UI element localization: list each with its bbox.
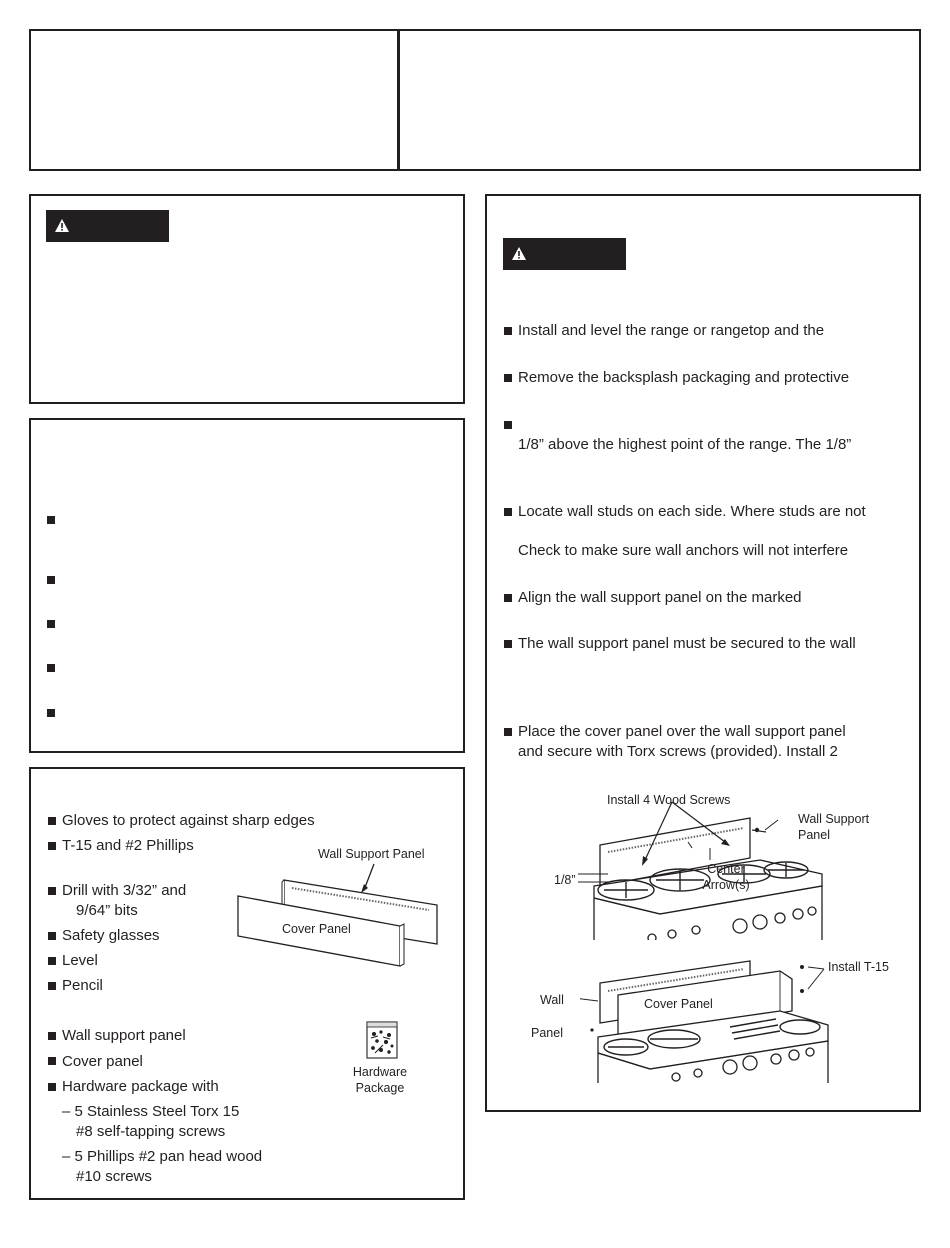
install-step-align-panel: Align the wall support panel on the marked: [518, 589, 802, 606]
bullet: [48, 1032, 56, 1040]
label-arrows: Arrow(s): [702, 878, 750, 892]
tool-item-level: Level: [62, 952, 98, 969]
tool-item-safety-glasses: Safety glasses: [62, 927, 160, 944]
install-step-remove-packaging: Remove the backsplash packaging and protective: [518, 369, 850, 386]
bullet: [48, 957, 56, 965]
install-step-height-mark: 1/8” above the highest point of the range. The 1/8”: [518, 436, 852, 453]
label-gap: 1/8”: [554, 873, 576, 887]
bullet: [48, 1083, 56, 1091]
warning-icon: [55, 219, 69, 232]
tool-item-drill-bits: 9/64” bits: [76, 902, 138, 919]
bullet: [504, 374, 512, 382]
label-hardware: Hardware: [352, 1065, 408, 1079]
label-cover-panel: Cover Panel: [282, 922, 351, 936]
bullet: [47, 664, 55, 672]
bullet: [504, 594, 512, 602]
part-item-wall-support-panel: Wall support panel: [62, 1027, 186, 1044]
install-step-secure-panel: The wall support panel must be secured to the wall: [518, 635, 856, 652]
label-install-4-wood-screws: Install 4 Wood Screws: [607, 793, 731, 807]
warning-icon: [512, 247, 526, 260]
install-step-locate-studs: Locate wall studs on each side. Where studs are not: [518, 503, 866, 520]
label-install-t15: Install T-15: [828, 960, 889, 974]
install-step-level-range: Install and level the range or rangetop and the: [518, 322, 825, 339]
label-package: Package: [355, 1081, 405, 1095]
install-step-secure-torx: and secure with Torx screws (provided). Install 2: [518, 743, 838, 760]
bullet: [48, 932, 56, 940]
range-cover-panel-illustration: [580, 955, 870, 1083]
hardware-item-torx-screws-spec: #8 self-tapping screws: [76, 1123, 226, 1140]
bullet: [48, 887, 56, 895]
install-step-check-anchors: Check to make sure wall anchors will not interfere: [518, 542, 849, 559]
install-step-place-cover: Place the cover panel over the wall support panel: [518, 723, 846, 740]
label-wall-support: Wall Support: [798, 812, 870, 826]
panels-illustration: [234, 860, 444, 970]
hardware-item-wood-screws-spec: #10 screws: [76, 1168, 152, 1185]
hardware-item-wood-screws: – 5 Phillips #2 pan head wood: [62, 1148, 263, 1165]
label-wall: Wall: [540, 993, 564, 1007]
part-item-cover-panel: Cover panel: [62, 1053, 143, 1070]
bullet: [47, 576, 55, 584]
bullet: [504, 327, 512, 335]
label-cover-panel: Cover Panel: [644, 997, 713, 1011]
bullet: [504, 421, 512, 429]
label-center: Center: [707, 862, 745, 876]
part-item-hardware-package: Hardware package with: [62, 1078, 219, 1095]
warning-badge: [503, 238, 626, 270]
tool-item-screwdrivers: T-15 and #2 Phillips: [62, 837, 194, 854]
bullet: [47, 709, 55, 717]
bullet: [48, 982, 56, 990]
tool-item-gloves: Gloves to protect against sharp edges: [62, 812, 315, 829]
warning-badge: [46, 210, 169, 242]
bullet: [504, 728, 512, 736]
bullet: [48, 1057, 56, 1065]
bullet: [47, 620, 55, 628]
tool-item-pencil: Pencil: [62, 977, 103, 994]
header-box: [29, 29, 921, 171]
label-wall-support-panel: Wall Support Panel: [318, 847, 425, 861]
bullet: [504, 640, 512, 648]
bullet: [47, 516, 55, 524]
hardware-item-torx-screws: – 5 Stainless Steel Torx 15: [62, 1103, 240, 1120]
tool-item-drill: Drill with 3/32” and: [62, 882, 187, 899]
hardware-package-icon: [364, 1020, 400, 1060]
label-panel: Panel: [531, 1026, 563, 1040]
bullet: [504, 508, 512, 516]
label-wall-support-panel: Panel: [798, 828, 830, 842]
before-box: [29, 418, 465, 753]
bullet: [48, 842, 56, 850]
header-divider: [397, 31, 400, 169]
bullet: [48, 817, 56, 825]
